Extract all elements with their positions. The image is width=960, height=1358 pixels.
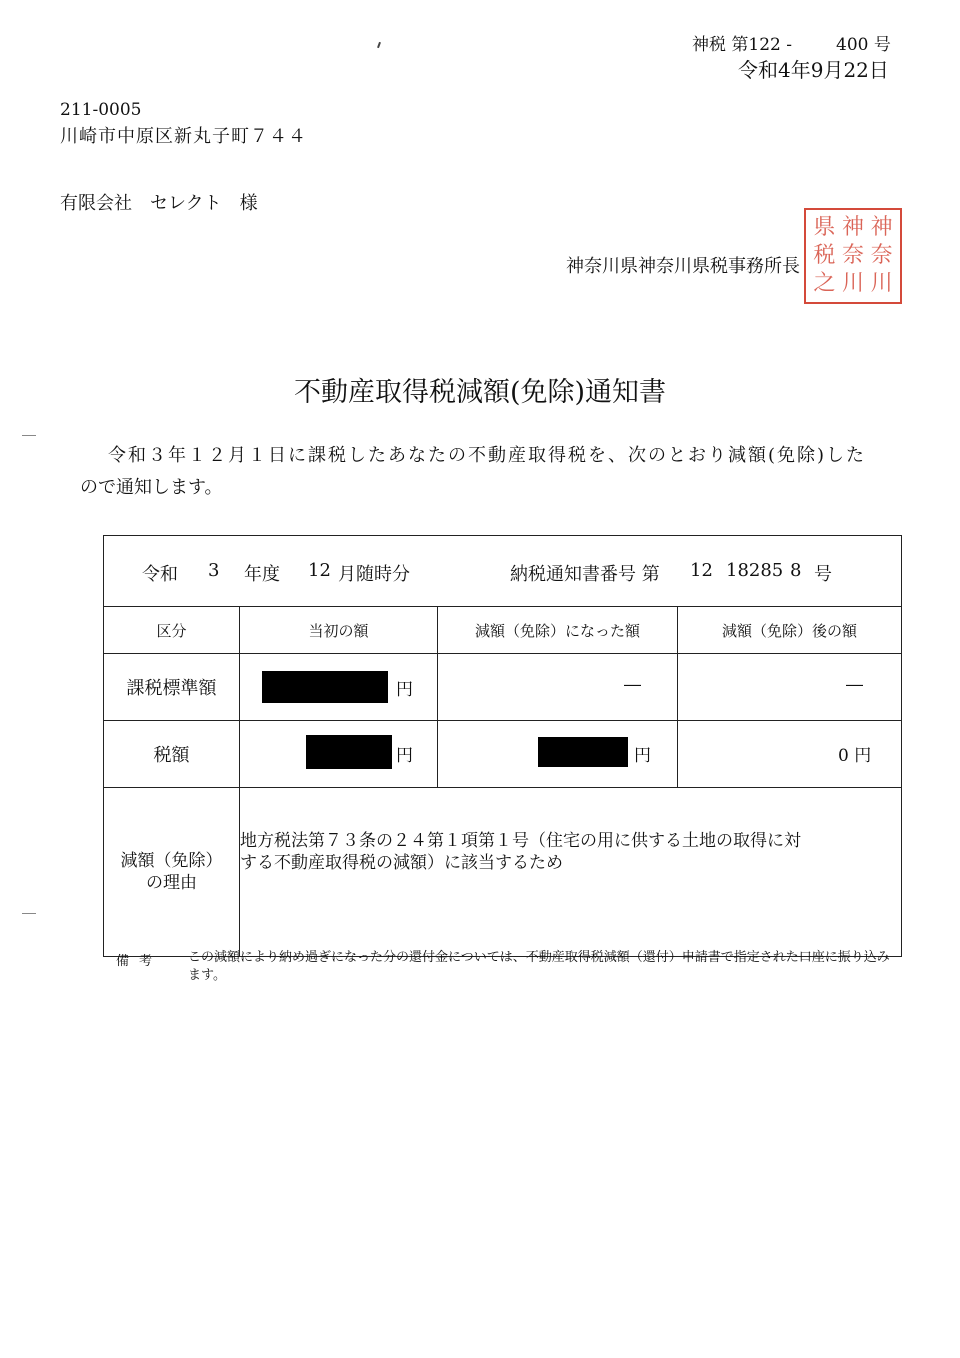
notice-number-suffix: 号 [814, 564, 832, 585]
note-label: 備考 [116, 954, 163, 969]
month-value: 12 [308, 560, 331, 581]
official-seal-stamp [804, 208, 902, 304]
redacted-amount [306, 735, 392, 769]
margin-mark [22, 435, 36, 436]
notice-body-line2: ので通知します。 [80, 477, 223, 498]
column-header: 区分 [104, 607, 240, 654]
table-header-row [104, 536, 902, 607]
redacted-amount [262, 671, 388, 703]
table-row [104, 654, 902, 721]
empty-value-dash: ― [624, 675, 641, 695]
margin-mark [22, 913, 36, 914]
scan-speck [377, 42, 381, 48]
notice-number-part1: 12 [690, 560, 713, 581]
reduction-table [103, 535, 902, 957]
seal-glyphs: 県 神 神 税 奈 奈 之 川 川 [813, 215, 893, 296]
reason-text-line1: 地方税法第７３条の２４第１項第１号（住宅の用に供する土地の取得に対 [240, 831, 801, 851]
column-header: 減額（免除）になった額 [438, 607, 678, 654]
yen-unit: 円 [634, 746, 651, 766]
reason-label-line1: 減額（免除） [120, 851, 223, 871]
tax-after-value: 0 円 [838, 746, 872, 766]
column-header-row [104, 607, 902, 654]
reason-row [104, 788, 902, 957]
row-label: 課税標準額 [104, 654, 240, 721]
row-label: 税額 [104, 721, 240, 788]
notice-body-line1: 令和３年１２月１日に課税したあなたの不動産取得税を、次のとおり減額(免除)した [108, 445, 867, 466]
fiscal-year: 3 [208, 560, 220, 581]
month-suffix: 月随時分 [338, 564, 410, 585]
document-number-prefix: 神税 第122 - [692, 35, 792, 55]
era-label: 令和 [142, 564, 178, 585]
reason-text-line2: する不動産取得税の減額）に該当するため [240, 853, 563, 873]
notice-body [80, 440, 910, 504]
column-header: 当初の額 [240, 607, 438, 654]
recipient-address: 川崎市中原区新丸子町７４４ [60, 126, 307, 147]
notice-number-label: 納税通知書番号 第 [510, 564, 660, 585]
document-title: 不動産取得税減額(免除)通知書 [293, 377, 667, 408]
sender-name: 神奈川県神奈川県税事務所長 [566, 256, 800, 277]
table-row [104, 721, 902, 788]
notice-number-part2: 18285 [726, 560, 784, 581]
fiscal-year-unit: 年度 [244, 564, 280, 585]
recipient-name: 有限会社 セレクト 様 [60, 193, 258, 214]
reason-label-line2: の理由 [146, 873, 197, 893]
reason-text [240, 788, 902, 957]
postal-code: 211-0005 [60, 100, 142, 120]
redacted-amount [538, 737, 628, 767]
document-date: 令和4年9月22日 [738, 58, 889, 82]
note-text: この減額により納め過ぎになった分の還付金については、不動産取得税減額（還付）申請書で指定された口座に振り込みます。 [188, 950, 890, 983]
column-header: 減額（免除）後の額 [678, 607, 902, 654]
document-number-suffix: 400 号 [836, 35, 891, 55]
reason-label [104, 788, 240, 957]
notice-number-part3: 8 [790, 560, 802, 581]
yen-unit: 円 [396, 680, 413, 700]
yen-unit: 円 [396, 746, 413, 766]
empty-value-dash: ― [846, 675, 863, 695]
document-number [692, 30, 891, 55]
